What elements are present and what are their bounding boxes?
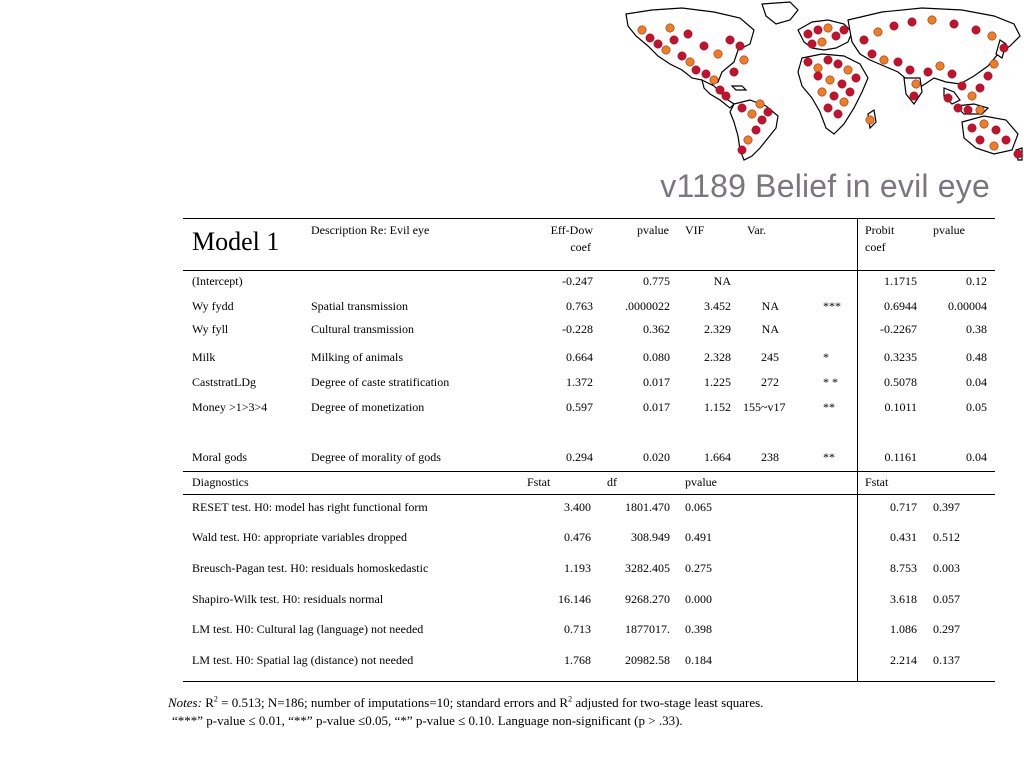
significance-stars: *** xyxy=(823,299,841,313)
probit-column-divider xyxy=(857,219,858,681)
society-marker xyxy=(666,24,674,32)
society-marker xyxy=(722,92,730,100)
probit-coef: 0.3235 xyxy=(884,350,917,364)
society-marker xyxy=(814,64,822,72)
society-marker xyxy=(678,52,686,60)
society-marker xyxy=(726,36,734,44)
header-vif: VIF xyxy=(685,223,705,237)
effdow-pvalue: 0.775 xyxy=(643,274,670,288)
probit-pvalue: 0.48 xyxy=(966,350,987,364)
probit-diagnostic-pvalue: 0.297 xyxy=(933,622,960,636)
society-marker xyxy=(984,72,992,80)
society-marker xyxy=(818,88,826,96)
society-marker xyxy=(646,34,654,42)
vif-value: 1.225 xyxy=(704,375,731,389)
society-marker xyxy=(846,88,854,96)
diagnostic-fstat: 3.400 xyxy=(564,500,591,514)
society-marker xyxy=(824,104,832,112)
society-marker xyxy=(988,32,996,40)
society-marker xyxy=(686,58,694,66)
diagnostic-pvalue: 0.398 xyxy=(685,622,712,636)
society-marker xyxy=(738,104,746,112)
probit-coef: 0.6944 xyxy=(884,299,917,313)
society-marker xyxy=(908,18,916,26)
header-probit-pvalue: pvalue xyxy=(933,223,965,237)
effdow-coef: 0.763 xyxy=(566,299,593,313)
effdow-coef: 0.664 xyxy=(566,350,593,364)
society-marker xyxy=(944,94,952,102)
variable-description: Degree of monetization xyxy=(311,400,425,414)
var-code: 272 xyxy=(761,375,779,389)
society-marker xyxy=(748,110,756,118)
probit-diagnostic-pvalue: 0.057 xyxy=(933,592,960,606)
world-map-svg xyxy=(622,0,1024,162)
diagnostics-rule xyxy=(183,471,995,472)
society-marker xyxy=(890,22,898,30)
society-marker xyxy=(638,26,646,34)
society-marker xyxy=(692,66,700,74)
society-marker xyxy=(1014,150,1022,158)
diagnostic-pvalue: 0.491 xyxy=(685,530,712,544)
vif-value: 2.329 xyxy=(704,322,731,336)
society-marker xyxy=(756,100,764,108)
significance-stars: * * xyxy=(823,375,838,389)
society-marker xyxy=(880,56,888,64)
probit-diagnostic-pvalue: 0.003 xyxy=(933,561,960,575)
society-marker xyxy=(968,124,976,132)
society-marker xyxy=(818,38,826,46)
society-marker xyxy=(700,42,708,50)
society-marker xyxy=(744,136,752,144)
society-marker xyxy=(834,110,842,118)
society-marker xyxy=(894,58,902,66)
society-marker xyxy=(832,32,840,40)
diagnostics-label: Diagnostics xyxy=(192,475,249,489)
probit-pvalue: 0.38 xyxy=(966,322,987,336)
society-marker xyxy=(702,70,710,78)
diagnostic-name: LM test. H0: Cultural lag (language) not needed xyxy=(192,622,424,636)
notes-line-2: “***” p-value ≤ 0.01, “**” p-value ≤0.05, “*” p-value ≤ 0.10. Language non-significant (p > .33). xyxy=(172,713,683,728)
society-marker xyxy=(936,62,944,70)
effdow-pvalue: 0.017 xyxy=(643,400,670,414)
society-marker xyxy=(670,36,678,44)
var-code: 245 xyxy=(761,350,779,364)
variable-description: Degree of morality of gods xyxy=(311,450,441,464)
probit-coef: 0.5078 xyxy=(884,375,917,389)
society-marker xyxy=(714,50,722,58)
diagnostic-pvalue: 0.000 xyxy=(685,592,712,606)
society-marker xyxy=(912,80,920,88)
effdow-coef: -0.228 xyxy=(562,322,593,336)
society-marker xyxy=(740,56,748,64)
society-marker xyxy=(684,30,692,38)
diagnostic-df: 3282.405 xyxy=(625,561,670,575)
society-marker xyxy=(814,72,822,80)
society-marker xyxy=(852,74,860,82)
society-marker xyxy=(972,26,980,34)
diagnostic-df: 1801.470 xyxy=(625,500,670,514)
society-marker xyxy=(834,60,842,68)
slide-title: v1189 Belief in evil eye xyxy=(660,168,990,204)
society-marker xyxy=(840,26,848,34)
effdow-pvalue: .0000022 xyxy=(625,299,670,313)
society-marker xyxy=(758,116,766,124)
society-marker xyxy=(968,92,976,100)
significance-stars: ** xyxy=(823,400,835,414)
probit-pvalue: 0.04 xyxy=(966,450,987,464)
land-outlines xyxy=(626,2,1022,160)
header-effdow-1: Eff-Dow xyxy=(550,223,593,237)
probit-fstat: 8.753 xyxy=(890,561,917,575)
society-marker xyxy=(1000,44,1008,52)
variable-name: Milk xyxy=(192,350,216,364)
society-marker xyxy=(730,68,738,76)
probit-coef: 1.1715 xyxy=(884,274,917,288)
society-marker xyxy=(992,126,1000,134)
variable-name: (Intercept) xyxy=(192,274,243,288)
society-marker xyxy=(738,146,746,154)
effdow-pvalue: 0.017 xyxy=(643,375,670,389)
model-title: Model 1 xyxy=(192,227,280,256)
society-marker xyxy=(976,106,984,114)
society-marker xyxy=(804,58,812,66)
society-marker xyxy=(654,40,662,48)
society-marker xyxy=(826,76,834,84)
society-marker xyxy=(990,142,998,150)
header-description: Description Re: Evil eye xyxy=(311,223,430,237)
header-rule xyxy=(183,270,995,271)
probit-diagnostic-pvalue: 0.512 xyxy=(933,530,960,544)
society-marker xyxy=(948,70,956,78)
notes-line-1: Notes: $R^2 = 0.513$; N=186; number of imputations=10; standard errors and $R^2$ adjusted for two-stage least squares. xyxy=(168,694,764,710)
diagnostics-df-header: df xyxy=(607,475,617,489)
probit-coef: 0.1011 xyxy=(884,400,917,414)
society-marker xyxy=(764,108,772,116)
probit-pvalue: 0.00004 xyxy=(948,299,987,313)
vif-value: NA xyxy=(713,274,731,288)
vif-value: 3.452 xyxy=(704,299,731,313)
society-marker xyxy=(830,92,838,100)
society-marker xyxy=(980,120,988,128)
diagnostic-name: LM test. H0: Spatial lag (distance) not needed xyxy=(192,653,414,667)
society-marker xyxy=(874,28,882,36)
society-marker xyxy=(950,20,958,28)
diagnostic-df: 308.949 xyxy=(631,530,670,544)
header-pvalue: pvalue xyxy=(637,223,669,237)
probit-pvalue: 0.04 xyxy=(966,375,987,389)
probit-fstat: 0.717 xyxy=(890,500,917,514)
table-notes xyxy=(168,694,763,730)
society-marker xyxy=(824,24,832,32)
variable-name: Wy fydd xyxy=(192,299,234,313)
diagnostic-fstat: 0.476 xyxy=(564,530,591,544)
diagnostic-pvalue: 0.275 xyxy=(685,561,712,575)
variable-description: Degree of caste stratification xyxy=(311,375,450,389)
world-map-image xyxy=(622,0,1024,162)
society-marker xyxy=(662,46,670,54)
society-marker xyxy=(906,66,914,74)
society-marker xyxy=(840,98,848,106)
society-marker xyxy=(924,68,932,76)
var-code: NA xyxy=(761,322,779,336)
variable-name: Wy fyll xyxy=(192,322,229,336)
probit-diagnostic-pvalue: 0.397 xyxy=(933,500,960,514)
diagnostic-df: 1877017. xyxy=(625,622,670,636)
probit-coef: -0.2267 xyxy=(880,322,917,336)
society-marker xyxy=(736,42,744,50)
society-marker xyxy=(958,82,966,90)
diagnostic-fstat: 1.768 xyxy=(564,653,591,667)
effdow-pvalue: 0.362 xyxy=(643,322,670,336)
probit-fstat: 2.214 xyxy=(890,653,917,667)
diagnostics-probit-fstat-header: Fstat xyxy=(865,475,889,489)
variable-name: CaststratLDg xyxy=(192,375,256,389)
society-marker xyxy=(868,50,876,58)
effdow-coef: 0.294 xyxy=(566,450,593,464)
vif-value: 1.664 xyxy=(704,450,731,464)
society-marker xyxy=(710,76,718,84)
notes-label: Notes: xyxy=(168,695,202,710)
diagnostic-name: RESET test. H0: model has right functional form xyxy=(192,500,428,514)
probit-coef: 0.1161 xyxy=(884,450,917,464)
significance-stars: ** xyxy=(823,450,835,464)
vif-value: 1.152 xyxy=(704,400,731,414)
effdow-pvalue: 0.020 xyxy=(643,450,670,464)
diagnostic-df: 9268.270 xyxy=(625,592,670,606)
society-marker xyxy=(928,16,936,24)
diagnostics-fstat-header: Fstat xyxy=(527,475,551,489)
diagnostic-fstat: 16.146 xyxy=(558,592,591,606)
society-marker xyxy=(964,106,972,114)
diagnostic-pvalue: 0.184 xyxy=(685,653,712,667)
society-marker xyxy=(976,136,984,144)
society-marker xyxy=(814,26,822,34)
diagnostic-fstat: 1.193 xyxy=(564,561,591,575)
diagnostic-df: 20982.58 xyxy=(625,653,670,667)
society-marker xyxy=(910,92,918,100)
society-marker xyxy=(752,126,760,134)
header-probit-1: Probit xyxy=(865,223,895,237)
probit-fstat: 3.618 xyxy=(890,592,917,606)
probit-pvalue: 0.05 xyxy=(966,400,987,414)
society-marker xyxy=(808,40,816,48)
effdow-coef: -0.247 xyxy=(562,274,593,288)
society-marker xyxy=(844,66,852,74)
society-marker xyxy=(838,80,846,88)
probit-pvalue: 0.12 xyxy=(966,274,987,288)
variable-description: Spatial transmission xyxy=(311,299,408,313)
diagnostics-pvalue-header: pvalue xyxy=(685,475,717,489)
probit-diagnostic-pvalue: 0.137 xyxy=(933,653,960,667)
society-marker xyxy=(976,84,984,92)
effdow-coef: 1.372 xyxy=(566,375,593,389)
header-probit-2: coef xyxy=(865,240,886,254)
society-marker xyxy=(824,56,832,64)
diagnostic-pvalue: 0.065 xyxy=(685,500,712,514)
society-marker xyxy=(1002,136,1010,144)
effdow-pvalue: 0.080 xyxy=(643,350,670,364)
variable-description: Cultural transmission xyxy=(311,322,414,336)
society-marker xyxy=(860,36,868,44)
probit-fstat: 1.086 xyxy=(890,622,917,636)
var-code: NA xyxy=(761,299,779,313)
variable-description: Milking of animals xyxy=(311,350,403,364)
society-marker xyxy=(954,104,962,112)
variable-name: Money >1>3>4 xyxy=(192,400,268,414)
header-effdow-2: coef xyxy=(570,240,591,254)
society-marker xyxy=(990,60,998,68)
probit-fstat: 0.431 xyxy=(890,530,917,544)
diagnostics-header-rule xyxy=(183,494,995,495)
effdow-coef: 0.597 xyxy=(566,400,593,414)
diagnostic-name: Shapiro-Wilk test. H0: residuals normal xyxy=(192,592,384,606)
society-marker xyxy=(804,30,812,38)
significance-stars: * xyxy=(823,350,829,364)
diagnostic-name: Breusch-Pagan test. H0: residuals homoskedastic xyxy=(192,561,429,575)
var-code: 155~v17 xyxy=(743,400,786,414)
regression-table xyxy=(183,218,995,682)
diagnostic-fstat: 0.713 xyxy=(564,622,591,636)
variable-name: Moral gods xyxy=(192,450,247,464)
var-code: 238 xyxy=(761,450,779,464)
diagnostic-name: Wald test. H0: appropriate variables dropped xyxy=(192,530,407,544)
society-marker xyxy=(866,116,874,124)
header-var: Var. xyxy=(747,223,766,237)
vif-value: 2.328 xyxy=(704,350,731,364)
